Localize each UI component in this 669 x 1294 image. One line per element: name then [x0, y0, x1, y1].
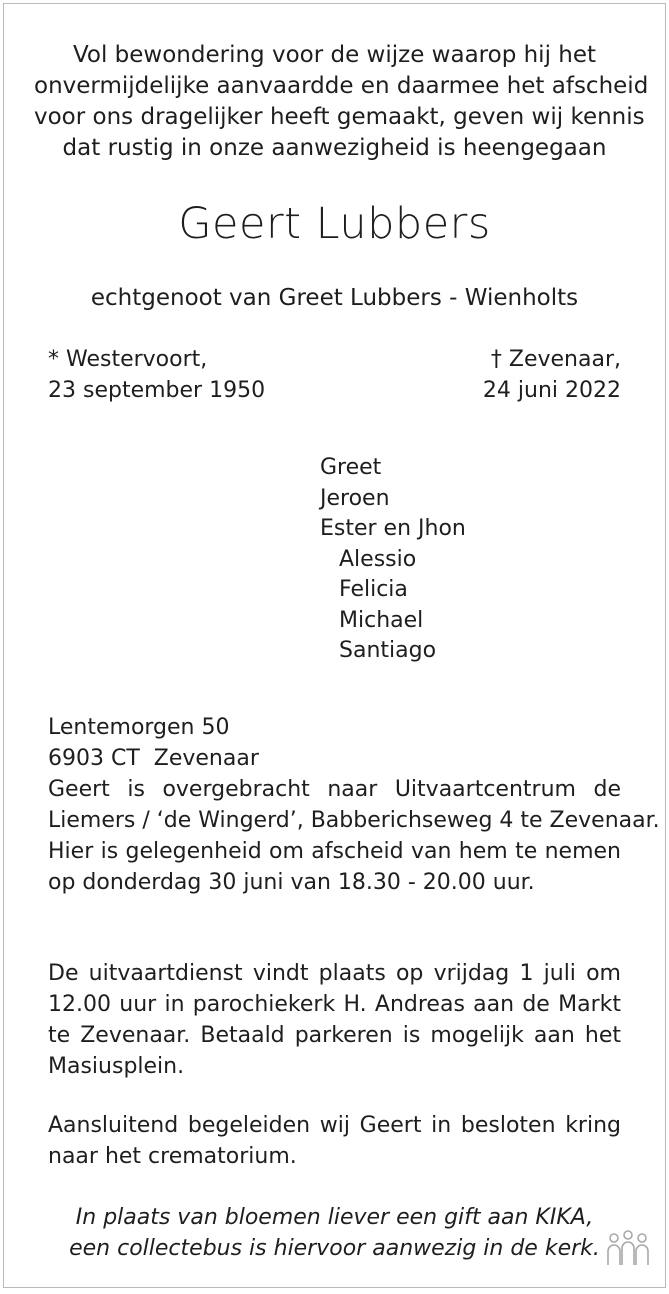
paragraph-line: Liemers / ‘de Wingerd’, Babberichseweg 4 te Zevenaar.: [48, 808, 660, 833]
deceased-name: Geert Lubbers: [178, 199, 491, 249]
death-place: † Zevenaar,: [490, 347, 621, 372]
birth-place: * Westervoort,: [48, 347, 208, 372]
family-member: Greet: [320, 455, 382, 480]
paragraph-line: naar het crematorium.: [48, 1144, 297, 1169]
closing-line: een collectebus is hiervoor aanwezig in de kerk.: [69, 1236, 600, 1261]
grandchild: Alessio: [339, 546, 417, 572]
paragraph-line: 12.00 uur in parochiekerk H. Andreas aan de Markt: [48, 992, 621, 1017]
address-street: Lentemorgen 50: [48, 715, 230, 740]
paragraph-line: Geert is overgebracht naar Uitvaartcentrum de: [48, 777, 621, 802]
birth-info: [48, 344, 265, 406]
grandchild: Michael: [339, 607, 424, 633]
closing-line: In plaats van bloemen liever een gift aan KIKA,: [75, 1205, 594, 1230]
death-date: 24 juni 2022: [482, 378, 621, 403]
family-list: [320, 453, 466, 667]
intro-line: dat rustig in onze aanwezigheid is heengegaan: [62, 135, 607, 161]
paragraph-line: De uitvaartdienst vindt plaats op vrijdag 1 juli om: [48, 961, 621, 986]
address-postal-city: 6903 CT Zevenaar: [48, 746, 259, 771]
family-member: Ester en Jhon: [320, 516, 466, 541]
viewing-paragraph: [48, 774, 660, 898]
spouse-relation: echtgenoot van Greet Lubbers - Wienholts: [90, 285, 579, 311]
grandchild: Felicia: [339, 577, 408, 602]
intro-line: Vol bewondering voor de wijze waarop hij het: [72, 42, 597, 68]
paragraph-line: op donderdag 30 juni van 18.30 - 20.00 uur.: [48, 870, 535, 895]
cremation-paragraph: [48, 1110, 621, 1172]
paragraph-line: Hier is gelegenheid om afscheid van hem te nemen: [48, 839, 621, 864]
closing-note: [34, 1202, 635, 1264]
family-member: Jeroen: [320, 485, 390, 511]
paragraph-line: Masiusplein.: [48, 1054, 185, 1079]
intro-line: voor ons dragelijker heeft gemaakt, geven wij kennis: [34, 104, 645, 130]
family-people-icon: [605, 1229, 651, 1269]
death-info: [483, 344, 621, 406]
birth-date: 23 september 1950: [48, 378, 266, 403]
intro-line: onvermijdelijke aanvaardde en daarmee het afscheid: [34, 73, 649, 99]
correspondence-address: [48, 712, 259, 774]
paragraph-line: te Zevenaar. Betaald parkeren is mogelijk aan het: [48, 1023, 621, 1048]
intro-text: [34, 40, 649, 164]
death-notice-card: [3, 3, 666, 1288]
paragraph-line: Aansluitend begeleiden wij Geert in besloten kring: [48, 1113, 621, 1138]
grandchild: Santiago: [339, 638, 437, 663]
service-paragraph: [48, 958, 621, 1082]
